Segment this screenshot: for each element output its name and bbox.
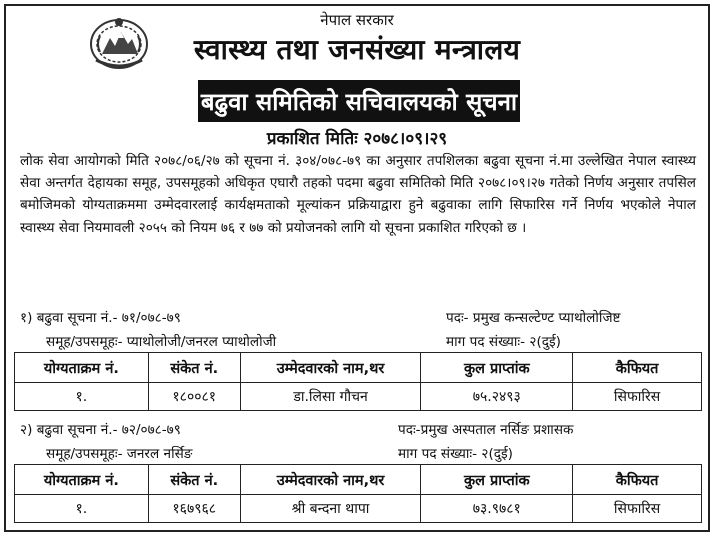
remarks-cell: सिफारिस <box>573 495 702 523</box>
notice-1-post: पदः- प्रमुख कन्सल्टेण्ट प्याथोलोजिष्ट <box>446 310 621 326</box>
published-date: प्रकाशित मितिः २०७८।०९।२९ <box>266 129 448 149</box>
col-name-header: उम्मेदवारको नाम,थर <box>240 465 421 495</box>
col-score-header: कुल प्राप्तांक <box>421 353 573 383</box>
rank-cell: १. <box>15 495 149 523</box>
col-score-header: कुल प्राप्तांक <box>421 465 573 495</box>
score-cell: ७३.९७८१ <box>421 495 573 523</box>
col-code-header: संकेत नं. <box>148 465 240 495</box>
table-row <box>15 383 702 411</box>
notice-2-post: पदः-प्रमुख अस्पताल नर्सिङ प्रशासक <box>398 422 574 438</box>
rank-cell: १. <box>15 383 149 411</box>
table-row <box>15 495 702 523</box>
name-cell: डा.लिसा गौचन <box>240 383 421 411</box>
notice-2-group: समूह/उपसमूहः- जनरल नर्सिङ <box>46 446 193 462</box>
results-table-2 <box>14 464 702 523</box>
col-rank-header: योग्यताक्रम नं. <box>15 465 149 495</box>
col-rank-header: योग्यताक्रम नं. <box>15 353 149 383</box>
notice-2-number: २) बढुवा सूचना नं.- ७२/०७८-७९ <box>20 422 181 438</box>
notice-1-group: समूह/उपसमूहः- प्याथोलोजी/जनरल प्याथोलोजी <box>46 334 277 350</box>
col-code-header: संकेत नं. <box>148 353 240 383</box>
notice-1-number: १) बढुवा सूचना नं.- ७१/०७८-७९ <box>20 310 181 326</box>
ministry-name: स्वास्थ्य तथा जनसंख्या मन्त्रालय <box>193 33 521 66</box>
col-remarks-header: कैफियत <box>573 353 702 383</box>
score-cell: ७५.२४९३ <box>421 383 573 411</box>
results-table-1 <box>14 352 702 411</box>
remarks-cell: सिफारिस <box>573 383 702 411</box>
name-cell: श्री बन्दना थापा <box>240 495 421 523</box>
government-name: नेपाल सरकार <box>320 11 394 29</box>
col-remarks-header: कैफियत <box>573 465 702 495</box>
col-name-header: उम्मेदवारको नाम,थर <box>240 353 421 383</box>
notice-title: बढुवा समितिको सचिवालयको सूचना <box>198 80 520 122</box>
notice-document <box>4 4 710 532</box>
table-header-row <box>15 353 702 383</box>
code-cell: १६७९६८ <box>148 495 240 523</box>
code-cell: १८००८१ <box>148 383 240 411</box>
notice-paragraph: लोक सेवा आयोगको मिति २०७८/०६/२७ को सूचना नं. ३०४/०७८-७९ का अनुसार तपशिलका बढुवा सूचना नं.मा उल्लेखित नेपाल स्वास्थ्य सेवा अन्तर्गत देहायका समूह, उपसमूहको अधिकृत एघारौ तहको पदमा बढुवा समितिको मिति २०७८।०९।२७ गतेको निर्णय अनुसार तपसिल बमोजिमको योग्यताक्रममा उम्मेदवारलाई कार्यक्षमताको मूल्यांकन प्रक्रियाद्वारा हुने बढुवाका लागि सिफारिस गर्ने निर्णय भएकोले नेपाल स्वास्थ्य सेवा नियमावली २०५५ को नियम ७६ र ७७ को प्रयोजनको लागि यो सूचना प्रकाशित गरिएको छ । <box>20 153 696 236</box>
table-header-row <box>15 465 702 495</box>
notice-2-vacancies: माग पद संख्याः- २(दुई) <box>398 446 513 462</box>
notice-1-vacancies: माग पद संख्याः- २(दुई) <box>446 334 561 350</box>
